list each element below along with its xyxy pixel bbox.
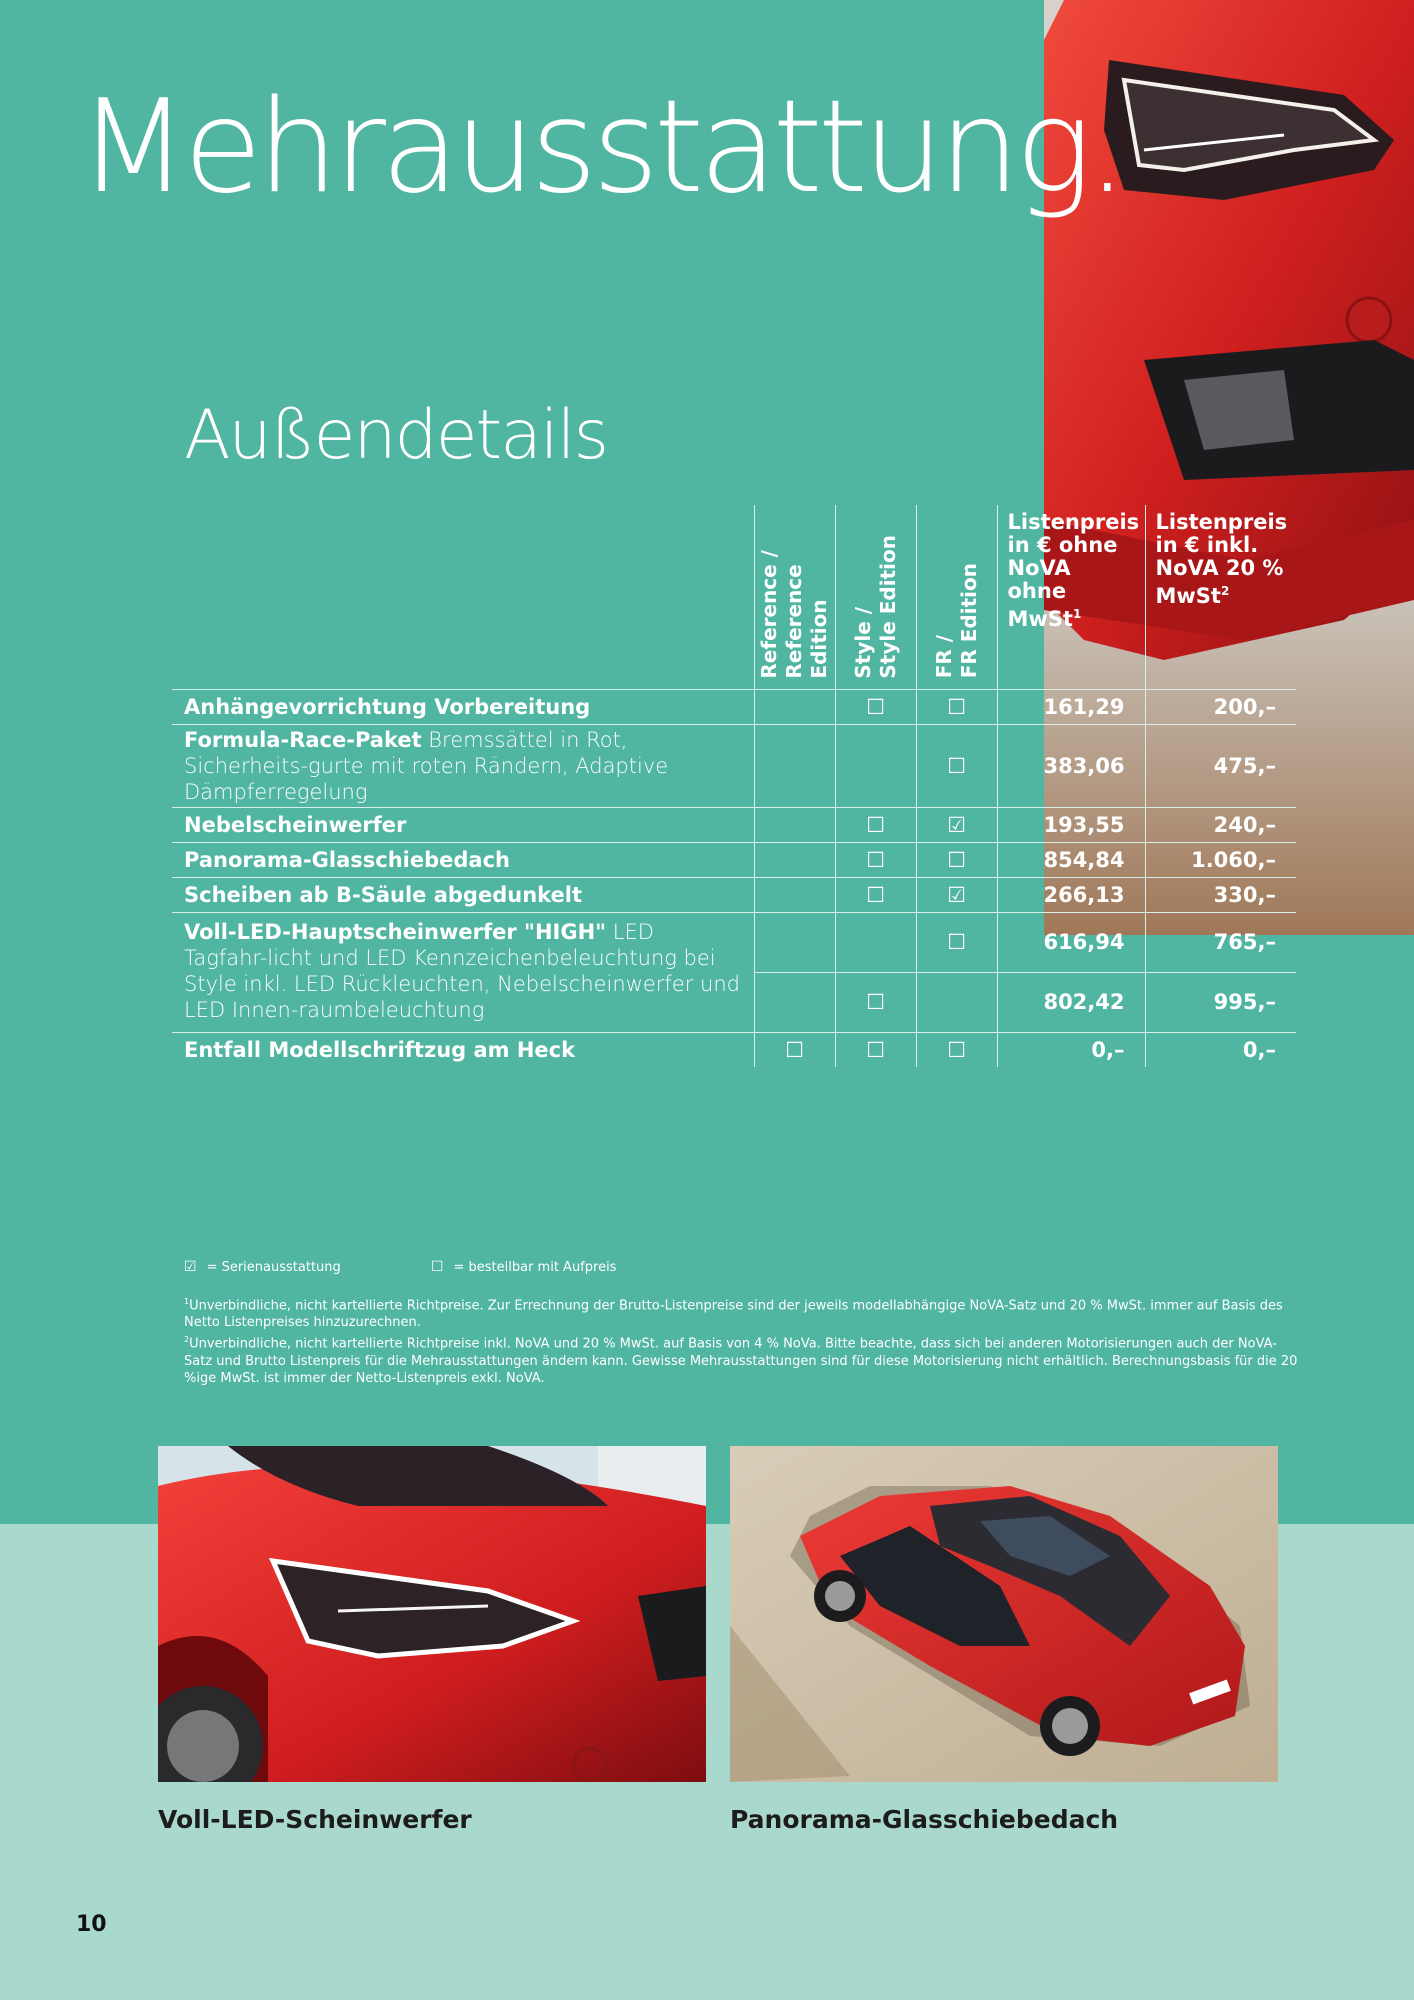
cell-net-price: 266,13: [997, 877, 1145, 912]
cell-gross-price: 0,–: [1145, 1032, 1296, 1067]
cell-fr: ☑: [916, 807, 997, 842]
legend: [184, 1259, 624, 1275]
cell-fr: ☐: [916, 689, 997, 724]
table-row-led: [172, 912, 1296, 972]
cell-style: [835, 724, 916, 807]
cell-style: ☐: [835, 842, 916, 877]
table-row: [172, 842, 1296, 877]
cell-style: ☐: [835, 877, 916, 912]
row-label: Nebelscheinwerfer: [172, 807, 754, 842]
cell-net-price: 802,42: [997, 972, 1145, 1032]
page-title: Mehrausstattung.: [78, 73, 1123, 222]
cell-style: ☐: [835, 1032, 916, 1067]
checked-box-icon: ☑: [184, 1259, 197, 1275]
cell-reference: [754, 842, 835, 877]
cell-reference: [754, 807, 835, 842]
cell-style: ☐: [835, 689, 916, 724]
header-blank: [172, 505, 754, 689]
table-row: [172, 807, 1296, 842]
table-row: [172, 689, 1296, 724]
cell-net-price: 193,55: [997, 807, 1145, 842]
cell-net-price: 854,84: [997, 842, 1145, 877]
legend-optional-text: = bestellbar mit Aufpreis: [453, 1260, 617, 1275]
footnote-1: $^1$Unverbindliche, nicht kartellierte Richtpreise. Zur Errechnung der Brutto-Listenpreise sind der jeweils modellabhängige NoVA-Satz und 20 % MwSt. immer auf Basis des Netto Listenpreises hinzuzurechnen.: [184, 1297, 1283, 1331]
cell-reference: [754, 912, 835, 972]
cell-fr: ☑: [916, 877, 997, 912]
footnotes: [184, 1293, 1304, 1387]
cell-fr: ☐: [916, 1032, 997, 1067]
row-label: Anhängevorrichtung Vorbereitung: [172, 689, 754, 724]
table-row: [172, 724, 1296, 807]
header-style: Style / Style Edition: [835, 505, 916, 689]
caption-led-headlight: Voll-LED-Scheinwerfer: [158, 1805, 472, 1834]
cell-net-price: 161,29: [997, 689, 1145, 724]
footnote-2: $^2$Unverbindliche, nicht kartellierte Richtpreise inkl. NoVA und 20 % MwSt. auf Basis von 4 % NoVa. Bitte beachte, dass sich bei anderen Motorisierungen auch der NoVA-Satz und Brutto Listenpreis für die Mehrausstattungen ändern kann. Gewisse Mehrausstattungen sind für diese Motorisierung nicht erhältlich. Berechnungsbasis für die 20 %ige MwSt. ist immer der Netto-Listenpreis exkl. NoVA.: [184, 1335, 1298, 1386]
cell-gross-price: 330,–: [1145, 877, 1296, 912]
header-fr: FR / FR Edition: [916, 505, 997, 689]
led-headlight-photo: [158, 1446, 706, 1782]
cell-gross-price: 200,–: [1145, 689, 1296, 724]
header-reference: Reference / Reference Edition: [754, 505, 835, 689]
cell-net-price: 616,94: [997, 912, 1145, 972]
cell-fr: ☐: [916, 842, 997, 877]
row-label: Voll-LED-Hauptscheinwerfer "HIGH" LED Tagfahr-licht und LED Kennzeichenbeleuchtung bei Style inkl. LED Rückleuchten, Nebelscheinwerfer und LED Innen-raumbeleuchtung: [172, 912, 754, 1032]
legend-standard-text: = Serienausstattung: [206, 1260, 341, 1275]
cell-style: [835, 912, 916, 972]
cell-gross-price: 765,–: [1145, 912, 1296, 972]
table-header-row: [172, 505, 1296, 689]
cell-fr: ☐: [916, 724, 997, 807]
cell-fr: [916, 972, 997, 1032]
cell-net-price: 383,06: [997, 724, 1145, 807]
table-row: [172, 1032, 1296, 1067]
price-table: [172, 505, 1296, 1067]
cell-fr: ☐: [916, 912, 997, 972]
page-number: 10: [76, 1912, 107, 1937]
cell-reference: [754, 724, 835, 807]
section-title: Außendetails: [184, 396, 608, 475]
row-label: Entfall Modellschriftzug am Heck: [172, 1032, 754, 1067]
cell-gross-price: 995,–: [1145, 972, 1296, 1032]
cell-style: ☐: [835, 972, 916, 1032]
row-label: Panorama-Glasschiebedach: [172, 842, 754, 877]
row-label: Formula-Race-Paket Bremssättel in Rot, Sicherheits-gurte mit roten Rändern, Adaptive Dämpferregelung: [172, 724, 754, 807]
cell-reference: ☐: [754, 1032, 835, 1067]
cell-reference: [754, 877, 835, 912]
panorama-roof-photo: [730, 1446, 1278, 1782]
cell-reference: [754, 972, 835, 1032]
cell-gross-price: 240,–: [1145, 807, 1296, 842]
cell-style: ☐: [835, 807, 916, 842]
cell-gross-price: 475,–: [1145, 724, 1296, 807]
cell-net-price: 0,–: [997, 1032, 1145, 1067]
cell-gross-price: 1.060,–: [1145, 842, 1296, 877]
caption-panorama-roof: Panorama-Glasschiebedach: [730, 1805, 1119, 1834]
header-net-price: Listenpreis in € ohne NoVA ohne MwSt$^1$: [997, 505, 1145, 689]
table-row: [172, 877, 1296, 912]
cell-reference: [754, 689, 835, 724]
row-label: Scheiben ab B-Säule abgedunkelt: [172, 877, 754, 912]
header-gross-price: Listenpreis in € inkl. NoVA 20 % MwSt$^2$: [1145, 505, 1296, 689]
empty-box-icon: ☐: [430, 1259, 444, 1275]
